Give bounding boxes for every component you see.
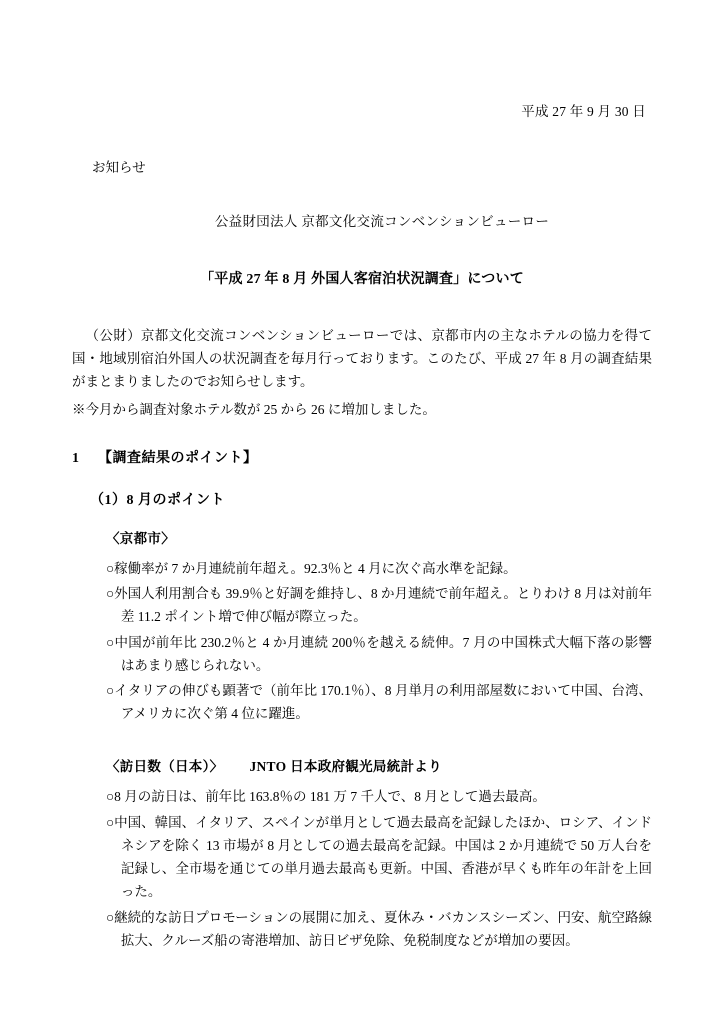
intro-paragraph-1: （公財）京都文化交流コンベンションビューローでは、京都市内の主なホテルの協力を得て国・地域別宿泊外国人の状況調査を毎月行っております。このたび、平成 27 年 8 月の調査結果がまとまりましたのでお知らせします。 bbox=[72, 328, 652, 390]
list-item bbox=[106, 582, 652, 628]
intro-paragraph-2: ※今月から調査対象ホテル数が 25 から 26 に増加しました。 bbox=[72, 401, 436, 417]
section-number: 1 bbox=[72, 450, 80, 466]
list-item bbox=[106, 811, 652, 904]
list-item-text: 中国、韓国、イタリア、スペインが単月として過去最高を記録したほか、ロシア、インドネシアを除く 13 市場が 8 月としての過去最高を記録。中国は 2 か月連続で 50 万人台を記録し、全市場を通じての単月過去最高も更新。中国、香港が早くも昨年の年計を上回った。 bbox=[114, 814, 652, 900]
bullet-mark: ○ bbox=[106, 586, 115, 602]
bullet-list-kyoto bbox=[106, 557, 652, 726]
list-item-text: 外国人利用割合も 39.9％と好調を維持し、8 か月連続で前年超え。とりわけ 8 月は対前年差 11.2 ポイント増で伸び幅が際立った。 bbox=[114, 586, 652, 625]
section-heading-label: 【調査結果のポイント】 bbox=[98, 450, 258, 466]
subsection-heading: （1）8 月のポイント bbox=[90, 492, 225, 508]
list-item bbox=[106, 631, 652, 677]
group-heading-japan bbox=[106, 755, 652, 775]
section-heading bbox=[72, 447, 652, 467]
organization-name: 公益財団法人 京都文化交流コンベンションビューロー bbox=[214, 214, 550, 229]
bullet-mark: ○ bbox=[106, 560, 115, 576]
group-heading-japan-label: 〈訪日数（日本）〉 bbox=[106, 759, 224, 775]
notice-label: お知らせ bbox=[92, 160, 146, 175]
list-item-text: 8 月の訪日は、前年比 163.8％の 181 万 7 千人で、8 月として過去最高。 bbox=[114, 789, 546, 805]
list-item bbox=[106, 557, 652, 580]
group-heading-kyoto-label: 〈京都市〉 bbox=[106, 530, 175, 546]
bullet-list-japan bbox=[106, 785, 652, 952]
bullet-mark: ○ bbox=[106, 789, 115, 805]
list-item-text: 継続的な訪日プロモーションの展開に加え、夏休み・バカンスシーズン、円安、航空路線拡大、クルーズ船の寄港増加、訪日ビザ免除、免税制度などが増加の要因。 bbox=[114, 909, 652, 948]
list-item bbox=[106, 906, 652, 952]
bullet-mark: ○ bbox=[106, 814, 115, 830]
list-item bbox=[106, 785, 652, 808]
bullet-mark: ○ bbox=[106, 909, 115, 925]
group-heading-kyoto bbox=[106, 527, 652, 547]
group-heading-japan-source: JNTO 日本政府観光局統計より bbox=[249, 759, 442, 775]
document-title: 「平成 27 年 8 月 外国人客宿泊状況調査」について bbox=[200, 272, 524, 287]
bullet-mark: ○ bbox=[106, 682, 115, 698]
list-item-text: 中国が前年比 230.2％と 4 か月連続 200％を越える続伸。7 月の中国株式大幅下落の影響はあまり感じられない。 bbox=[114, 634, 652, 673]
bullet-mark: ○ bbox=[106, 634, 115, 650]
date-line: 平成 27 年 9 月 30 日 bbox=[521, 104, 646, 119]
list-item-text: イタリアの伸びも顕著で（前年比 170.1％）、8 月単月の利用部屋数において中国、台湾、アメリカに次ぐ第 4 位に躍進。 bbox=[114, 682, 652, 722]
list-item bbox=[106, 679, 652, 725]
list-item-text: 稼働率が 7 か月連続前年超え。92.3％と 4 月に次ぐ高水準を記録。 bbox=[114, 560, 517, 576]
